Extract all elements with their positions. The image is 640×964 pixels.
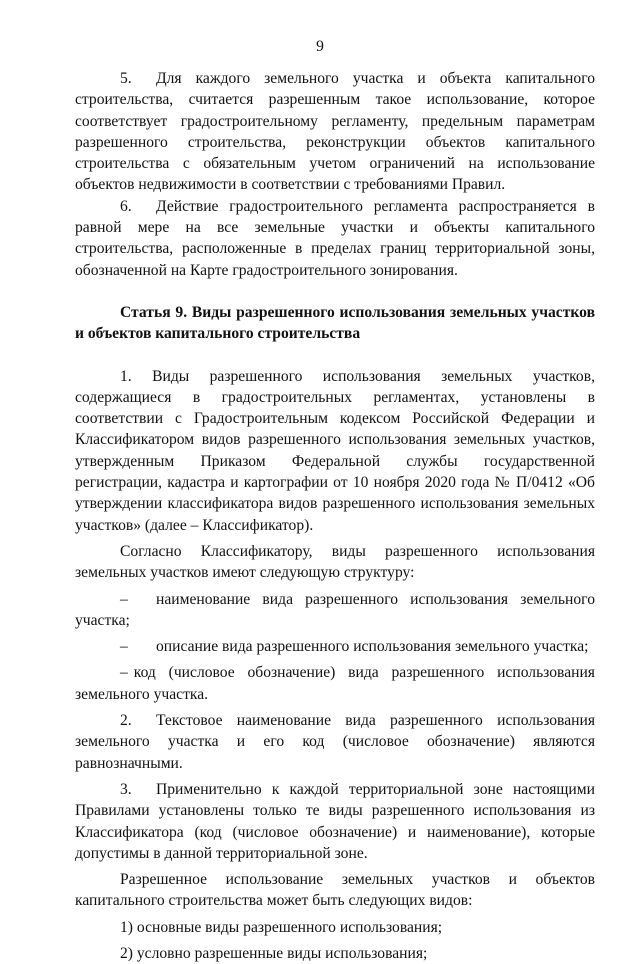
- page-number: 9: [316, 38, 324, 55]
- paragraph-article-item-3: [75, 779, 595, 864]
- document-body: [75, 68, 595, 964]
- dash-bullet: –: [120, 664, 128, 682]
- article-heading: Статья 9. Виды разрешенного использования земельных участков и объектов капитального строительства: [75, 303, 595, 343]
- paragraph-article-item-1: 1. Виды разрешенного использования земельных участков, содержащиеся в градостроительных регламентах, установлены в соответствии с Градостроительным кодексом Российской Федерации и Классификатором видов разрешенного использования земельных участков, утвержденным Приказом Федеральной службы государственной регистрации, кадастра и картографии от 10 ноября 2020 года № П/0412 «Об утверждении классификатора видов разрешенного использования земельных участков» (далее – Классификатор).: [75, 367, 595, 534]
- list-item-text: описание вида разрешенного использования земельного участка;: [156, 638, 589, 656]
- item-number: 5.: [120, 70, 132, 87]
- paragraph-item-6: [75, 196, 595, 281]
- paragraph-structure-intro: Согласно Классификатору, виды разрешенного использования земельных участков имеют следующую структуру:: [75, 542, 595, 582]
- paragraph-item-5: [75, 68, 595, 196]
- item-number: 3.: [120, 780, 132, 798]
- item-number: 6.: [120, 197, 132, 215]
- item-number: 2.: [120, 712, 132, 730]
- paragraph-text: Для каждого земельного участка и объекта капитального строительства, считается разрешенным такое использование, которое соответствует градостроительному регламенту, предельным параметрам разрешенного строительства, реконструкции объектов капитального строительства с обязательным учетом ограничений на использование объектов недвижимости в соответствии с требованиями Правил.: [75, 70, 595, 194]
- list-item: [75, 589, 595, 632]
- list-item: [75, 636, 595, 657]
- list-item: 1) основные виды разрешенного использования;: [120, 918, 443, 936]
- list-item-text: код (числовое обозначение) вида разрешенного использования земельного участка.: [75, 664, 595, 703]
- paragraph-text: Применительно к каждой территориальной зоне настоящими Правилами установлены только те виды разрешенного использования из Классификатора (код (числовое обозначение) и наименование), которые допустимы в данной территориальной зоне.: [75, 780, 595, 862]
- paragraph-text: Действие градостроительного регламента распространяется в равной мере на все земельные участки и объекты капитального строительства, расположенные в пределах границ территориальной зоны, обозначенной на Карте градостроительного зонирования.: [75, 197, 595, 279]
- paragraph-article-item-2: [75, 710, 595, 774]
- list-item: [75, 662, 595, 705]
- list-item: 2) условно разрешенные виды использования;: [120, 944, 428, 962]
- paragraph-kinds-intro: Разрешенное использование земельных участков и объектов капитального строительства может быть следующих видов:: [75, 871, 595, 910]
- list-item-text: наименование вида разрешенного использования земельного участка;: [75, 590, 595, 629]
- paragraph-text: Текстовое наименование вида разрешенного использования земельного участка и его код (числовое обозначение) являются равнозначными.: [75, 712, 595, 772]
- dash-bullet: –: [120, 638, 128, 656]
- dash-bullet: –: [120, 590, 128, 608]
